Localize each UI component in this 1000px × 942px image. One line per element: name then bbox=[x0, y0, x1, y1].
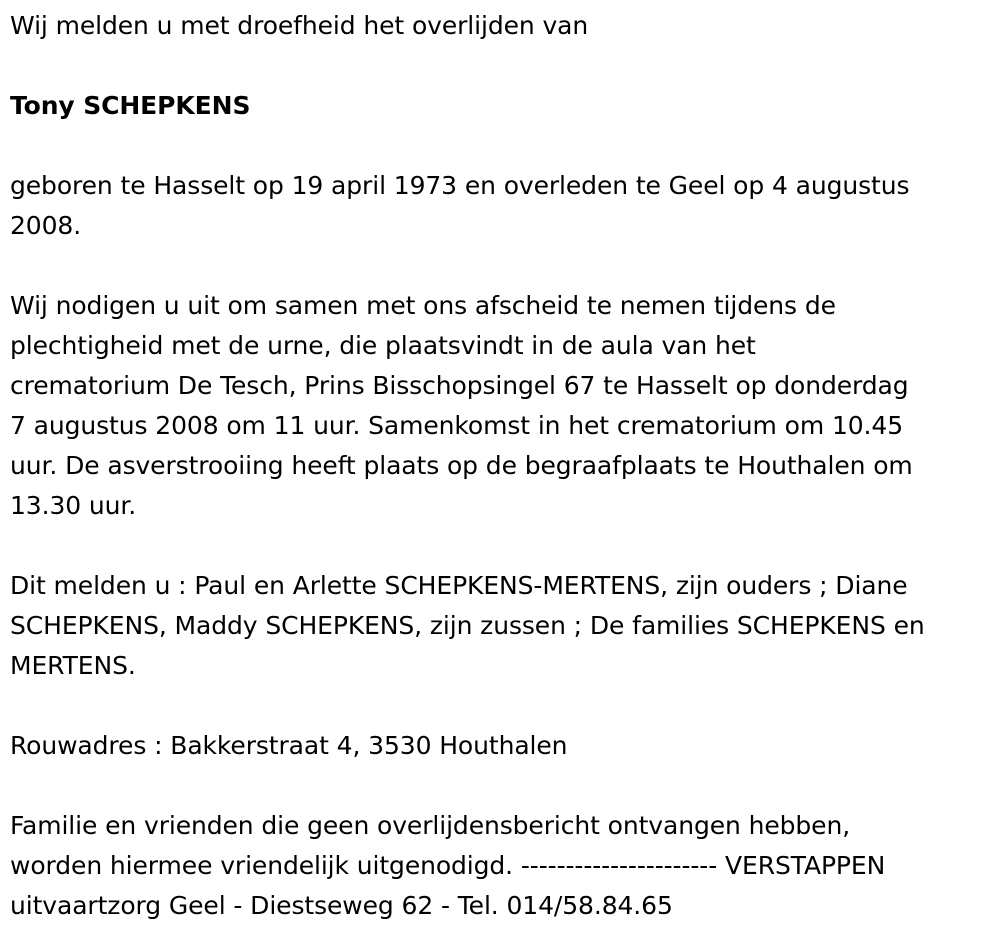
deceased-name-paragraph bbox=[10, 86, 990, 126]
invitation-line: 7 augustus 2008 om 11 uur. Samenkomst in het crematorium om 10.45 bbox=[10, 411, 904, 440]
invitation-paragraph bbox=[10, 286, 990, 526]
announcers-line: MERTENS. bbox=[10, 651, 136, 680]
address-paragraph bbox=[10, 726, 990, 766]
closing-line: Familie en vrienden die geen overlijdensbericht ontvangen hebben, bbox=[10, 811, 851, 840]
deceased-name: Tony SCHEPKENS bbox=[10, 91, 251, 120]
mourning-address: Rouwadres : Bakkerstraat 4, 3530 Houthalen bbox=[10, 731, 568, 760]
invitation-line: uur. De asverstrooiing heeft plaats op de begraafplaats te Houthalen om bbox=[10, 451, 913, 480]
intro-paragraph bbox=[10, 6, 990, 46]
closing-paragraph bbox=[10, 806, 990, 926]
birth-death-paragraph bbox=[10, 166, 990, 246]
invitation-line: Wij nodigen u uit om samen met ons afscheid te nemen tijdens de bbox=[10, 291, 836, 320]
invitation-line: plechtigheid met de urne, die plaatsvindt in de aula van het bbox=[10, 331, 756, 360]
intro-text: Wij melden u met droefheid het overlijden van bbox=[10, 11, 589, 40]
birth-death-line: 2008. bbox=[10, 211, 82, 240]
birth-death-line: geboren te Hasselt op 19 april 1973 en overleden te Geel op 4 augustus bbox=[10, 171, 910, 200]
announcers-line: Dit melden u : Paul en Arlette SCHEPKENS-MERTENS, zijn ouders ; Diane bbox=[10, 571, 908, 600]
announcers-line: SCHEPKENS, Maddy SCHEPKENS, zijn zussen ; De families SCHEPKENS en bbox=[10, 611, 925, 640]
closing-line: uitvaartzorg Geel - Diestseweg 62 - Tel. 014/58.84.65 bbox=[10, 891, 673, 920]
closing-line: worden hiermee vriendelijk uitgenodigd. ---------------------- VERSTAPPEN bbox=[10, 851, 886, 880]
invitation-line: crematorium De Tesch, Prins Bisschopsingel 67 te Hasselt op donderdag bbox=[10, 371, 909, 400]
announcers-paragraph bbox=[10, 566, 990, 686]
invitation-line: 13.30 uur. bbox=[10, 491, 137, 520]
